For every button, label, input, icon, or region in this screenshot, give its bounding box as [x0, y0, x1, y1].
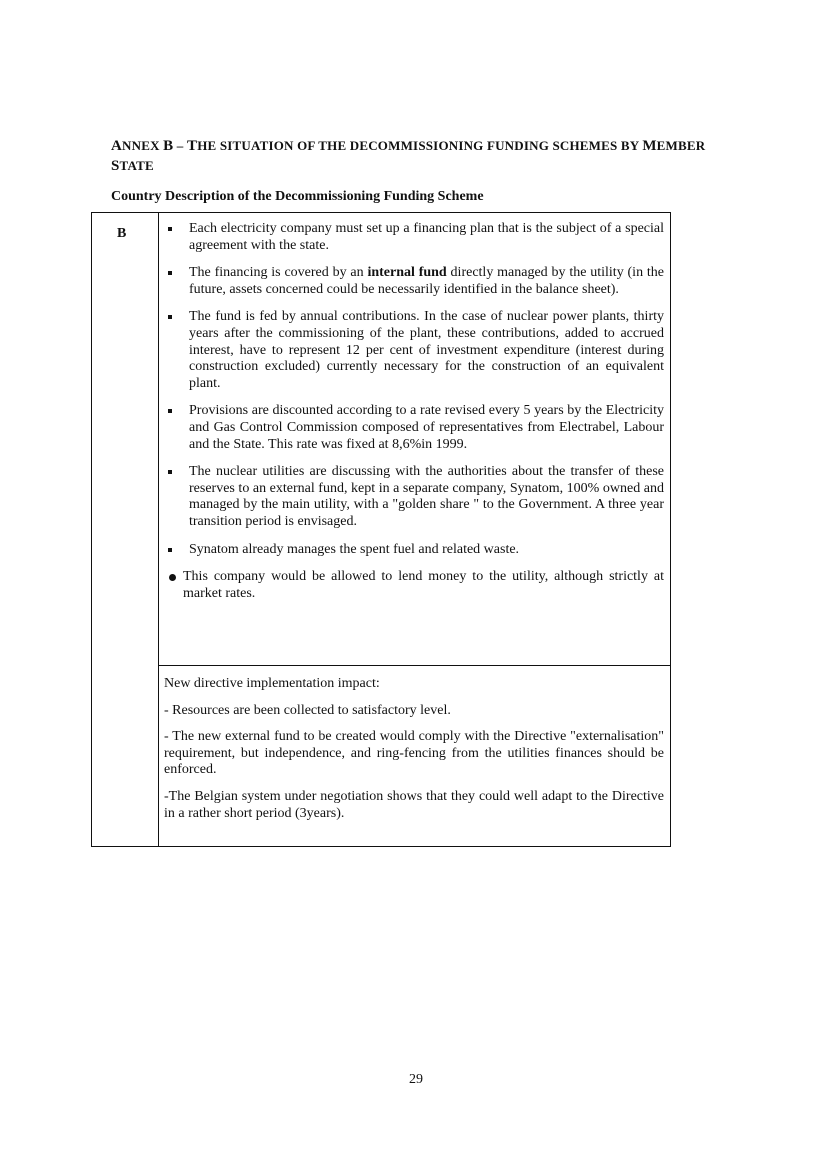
list-item	[158, 464, 670, 530]
list-item	[158, 221, 670, 254]
square-bullet-icon	[168, 409, 172, 413]
country-code: B	[117, 226, 127, 241]
list-item	[158, 403, 670, 453]
square-bullet-icon	[168, 227, 172, 231]
row-divider	[158, 665, 670, 666]
list-item	[158, 569, 670, 602]
page-number: 29	[409, 1072, 423, 1087]
impact-paragraph: - The new external fund to be created would comply with the Directive "externalisation" requirement, but independence, and ring-fencing from the utilities finances should be enforced.	[164, 729, 664, 778]
list-item-text: Each electricity company must set up a financing plan that is the subject of a special agreement with the state.	[189, 221, 664, 253]
heading-fragment: T	[186, 138, 198, 154]
heading-fragment: –	[173, 138, 187, 153]
list-item-text: Provisions are discounted according to a rate revised every 5 years by the Electricity and Gas Control Commission composed of representatives from Electrabel, Labour and the State. This rate was fixed at 8,6%in 1999.	[189, 403, 664, 452]
square-bullet-icon	[168, 271, 172, 275]
heading-fragment: NNEX	[122, 138, 164, 153]
list-item-text: The financing is covered by an	[189, 265, 368, 281]
list-item-bold-text: internal fund	[367, 265, 447, 281]
table-subheading: Country Description of the Decommissioning Funding Scheme	[111, 189, 484, 204]
heading-fragment: EMBER	[656, 138, 706, 153]
list-item-text: Synatom already manages the spent fuel and related waste.	[189, 541, 520, 557]
square-bullet-icon	[168, 315, 172, 319]
list-item	[158, 309, 670, 392]
list-item	[158, 265, 670, 298]
impact-heading: New directive implementation impact:	[164, 676, 380, 691]
list-item-text: The nuclear utilities are discussing with the authorities about the transfer of these reserves to an external fund, kept in a separate company, Synatom, 100% owned and managed by the main utility, with a "golden share " to the Government. A three year transition period is envisaged.	[189, 464, 664, 529]
heading-fragment: S	[111, 158, 120, 174]
heading-fragment: TATE	[119, 158, 154, 173]
list-item-text: directly managed by the utility (in the future, assets concerned could be necessarily identified in the balance sheet).	[189, 265, 664, 297]
list-item-text: The fund is fed by annual contributions. In the case of nuclear power plants, thirty years after the commissioning of the plant, these contributions, added to accrued interest, have to represent 12 per cent of investment expenditure (interest during construction excluded) currently necessary for the construction of an equivalent plant.	[189, 309, 664, 391]
heading-fragment: M	[642, 138, 657, 154]
impact-paragraph: - Resources are been collected to satisfactory level.	[164, 702, 451, 718]
annex-heading	[111, 136, 711, 176]
heading-fragment: A	[111, 138, 123, 154]
square-bullet-icon	[168, 548, 172, 552]
list-item-text: This company would be allowed to lend money to the utility, although strictly at market rates.	[183, 569, 664, 601]
heading-fragment: B	[163, 138, 174, 154]
round-bullet-icon	[169, 574, 176, 581]
impact-paragraph: -The Belgian system under negotiation shows that they could well adapt to the Directive in a rather short period (3years).	[164, 788, 664, 821]
funding-scheme-table	[91, 212, 671, 847]
directive-impact-section	[158, 676, 670, 832]
heading-fragment: HE SITUATION OF THE DECOMMISSIONING FUNDING SCHEMES BY	[197, 138, 643, 153]
square-bullet-icon	[168, 470, 172, 474]
scheme-description-list	[158, 221, 670, 613]
list-item	[158, 542, 670, 559]
